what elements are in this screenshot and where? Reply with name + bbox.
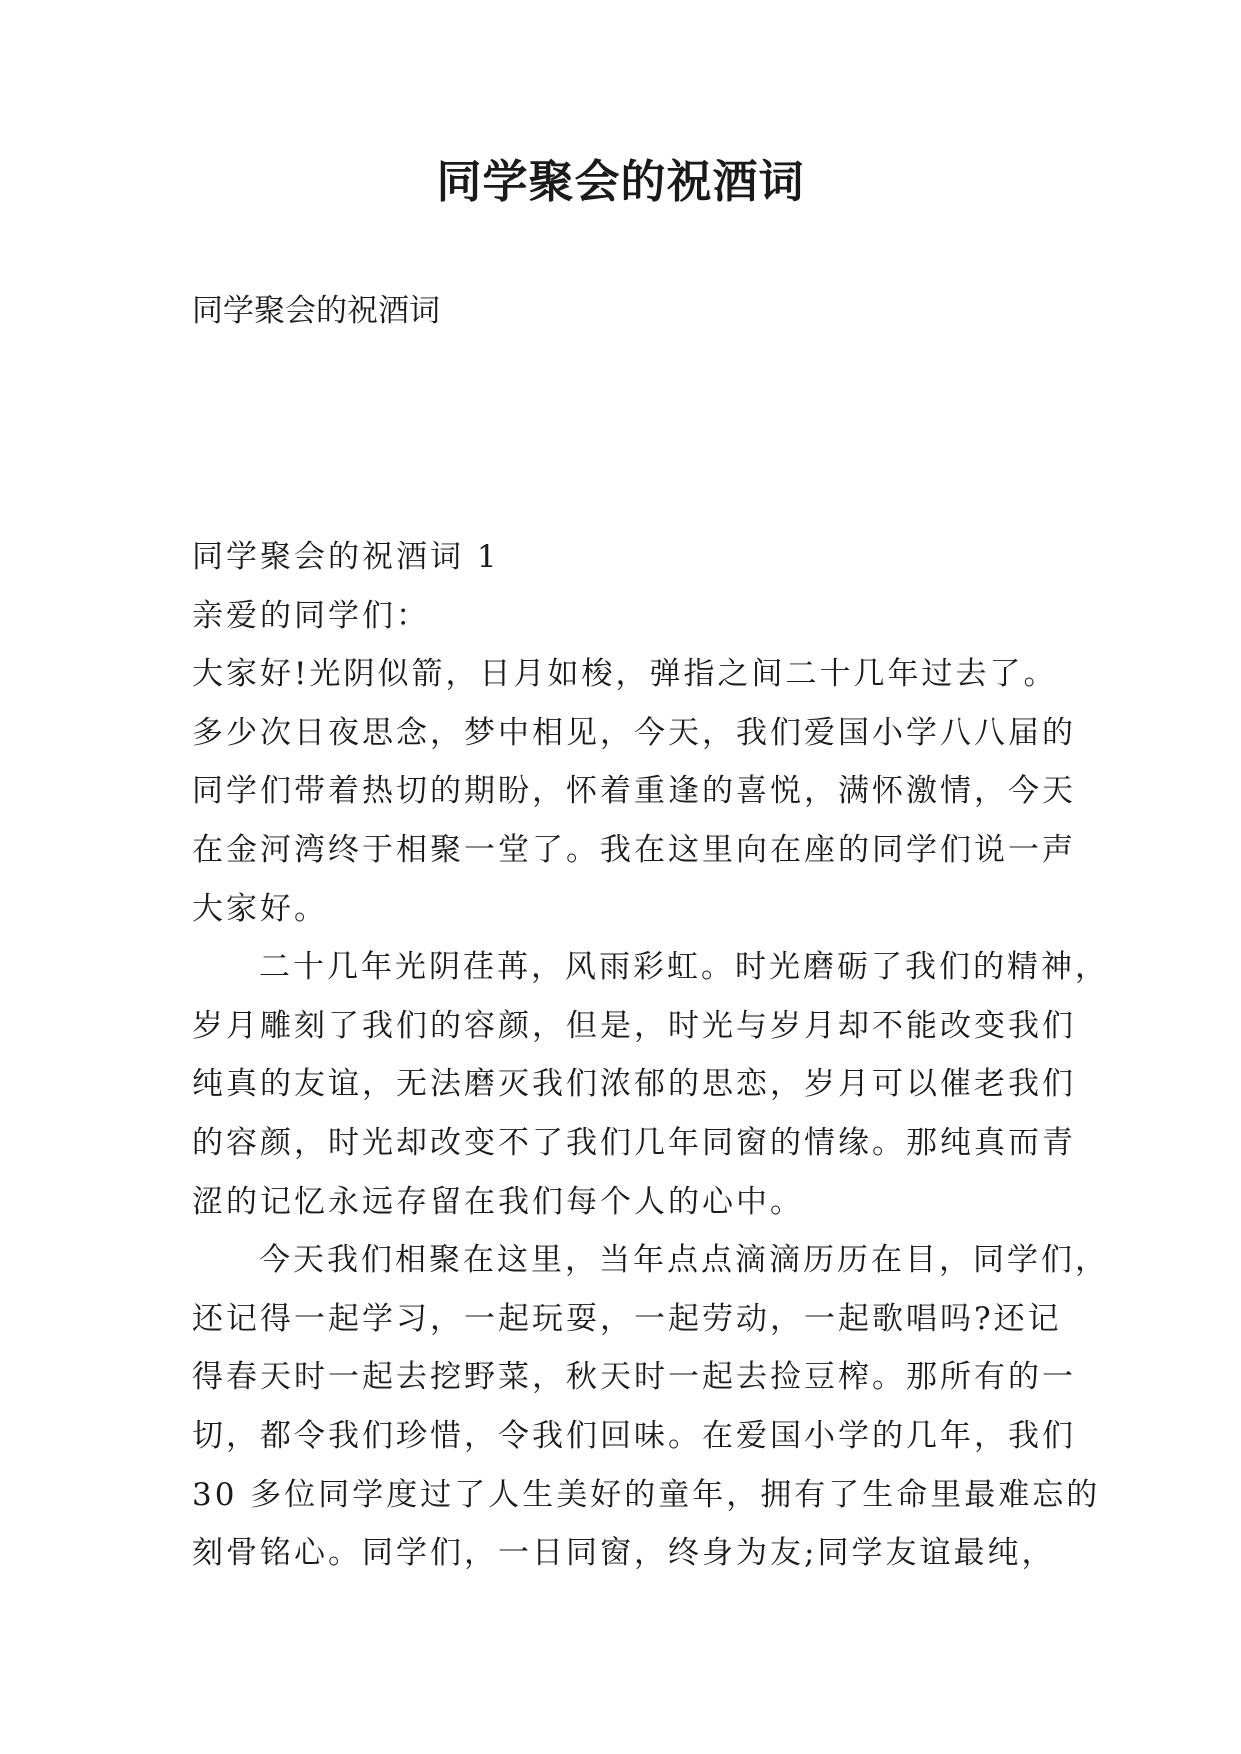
text-line: 同学聚会的祝酒词 1	[192, 539, 500, 575]
text-line: 大家好!光阴似箭，日月如梭，弹指之间二十几年过去了。	[192, 656, 1058, 693]
document-subtitle: 同学聚会的祝酒词	[192, 293, 440, 329]
text-line: 切，都令我们珍惜，令我们回味。在爱国小学的几年，我们	[192, 1417, 1076, 1454]
text-line: 今天我们相聚在这里，当年点点滴滴历历在目，同学们，	[259, 1242, 1109, 1279]
text-line: 二十几年光阴荏苒，风雨彩虹。时光磨砺了我们的精神，	[259, 949, 1109, 986]
text-line: 多少次日夜思念，梦中相见，今天，我们爱国小学八八届的	[192, 714, 1076, 751]
text-line: 大家好。	[192, 890, 328, 927]
text-line: 的容颜，时光却改变不了我们几年同窗的情缘。那纯真而青	[192, 1124, 1076, 1161]
text-line: 亲爱的同学们：	[192, 597, 430, 634]
text-line: 还记得一起学习，一起玩耍，一起劳动，一起歌唱吗?还记	[192, 1300, 1062, 1337]
text-line: 岁月雕刻了我们的容颜，但是，时光与岁月却不能改变我们	[192, 1007, 1076, 1044]
text-line: 得春天时一起去挖野菜，秋天时一起去捡豆榨。那所有的一	[192, 1359, 1076, 1396]
text-line: 纯真的友谊，无法磨灭我们浓郁的思恋，岁月可以催老我们	[192, 1066, 1076, 1103]
document-body	[192, 528, 1109, 1583]
text-line: 刻骨铭心。同学们，一日同窗，终身为友;同学友谊最纯，	[192, 1535, 1056, 1572]
text-line: 30 多位同学度过了人生美好的童年，拥有了生命里最难忘的	[192, 1476, 1101, 1513]
text-line: 涩的记忆永远存留在我们每个人的心中。	[192, 1183, 804, 1220]
text-line: 同学们带着热切的期盼，怀着重逢的喜悦，满怀激情，今天	[192, 773, 1076, 810]
text-line: 在金河湾终于相聚一堂了。我在这里向在座的同学们说一声	[192, 831, 1076, 868]
document-title: 同学聚会的祝酒词	[436, 155, 805, 208]
